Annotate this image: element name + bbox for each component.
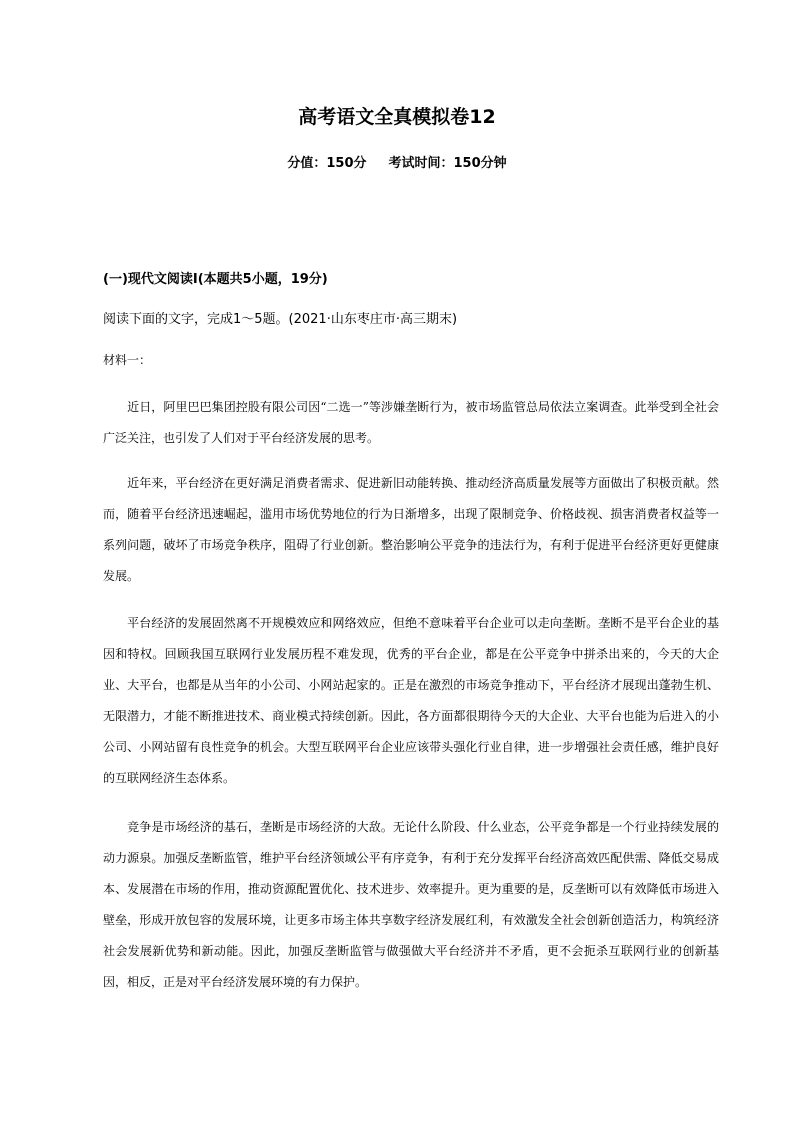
paragraph-4: 竞争是市场经济的基石，垄断是市场经济的大敌。无论什么阶段、什么业态，公平竞争都是一个行业持续发展的动力源泉。加强反垄断监管，维护平台经济领域公平有序竞争，有利于充分发挥平台经济高效匹配供需、降低交易成本、发展潜在市场的作用，推动资源配置优化、技术进步、效率提升。更为重要的是，反垄断可以有效降低市场进入壁垒，形成开放包容的发展环境，让更多市场主体共享数字经济发展红利，有效激发全社会创新创造活力，构筑经济社会发展新优势和新动能。因此，加强反垄断监管与做强做大平台经济并不矛盾，更不会扼杀互联网行业的创新基因，相反，正是对平台经济发展环境的有力保护。 <box>103 820 719 989</box>
exam-info <box>0 154 794 174</box>
page-title: 高考语文全真模拟卷12 <box>298 106 496 128</box>
material-label: 材料一： <box>103 353 152 367</box>
score-label: 分值：150分 <box>287 156 367 171</box>
paragraph-1: 近日，阿里巴巴集团控股有限公司因“二选一”等涉嫌垄断行为，被市场监管总局依法立案调查。此举受到全社会广泛关注，也引发了人们对于平台经济发展的思考。 <box>103 400 719 445</box>
paragraph-3: 平台经济的发展固然离不开规模效应和网络效应，但绝不意味着平台企业可以走向垄断。垄断不是平台企业的基因和特权。回顾我国互联网行业发展历程不难发现，优秀的平台企业，都是在公平竞争中拼杀出来的，今天的大企业、大平台，也都是从当年的小公司、小网站起家的。正是在激烈的市场竞争推动下，平台经济才展现出蓬勃生机、无限潜力，才能不断推进技术、商业模式持续创新。因此，各方面都很期待今天的大企业、大平台也能为后进入的小公司、小网站留有良性竞争的机会。大型互联网平台企业应该带头强化行业自律，进一步增强社会责任感，维护良好的互联网经济生态体系。 <box>103 616 719 785</box>
time-label: 考试时间：150分钟 <box>388 156 507 171</box>
reading-instruction: 阅读下面的文字，完成1～5题。(2021·山东枣庄市·高三期末) <box>103 312 458 327</box>
section-heading: (一)现代文阅读Ⅰ(本题共5小题，19分) <box>103 272 328 287</box>
paragraph-2: 近年来，平台经济在更好满足消费者需求、促进新旧动能转换、推动经济高质量发展等方面做出了积极贡献。然而，随着平台经济迅速崛起，滥用市场优势地位的行为日渐增多，出现了限制竞争、价格歧视、损害消费者权益等一系列问题，破坏了市场竞争秩序，阻碍了行业创新。整治影响公平竞争的违法行为，有利于促进平台经济更好更健康发展。 <box>103 476 719 583</box>
